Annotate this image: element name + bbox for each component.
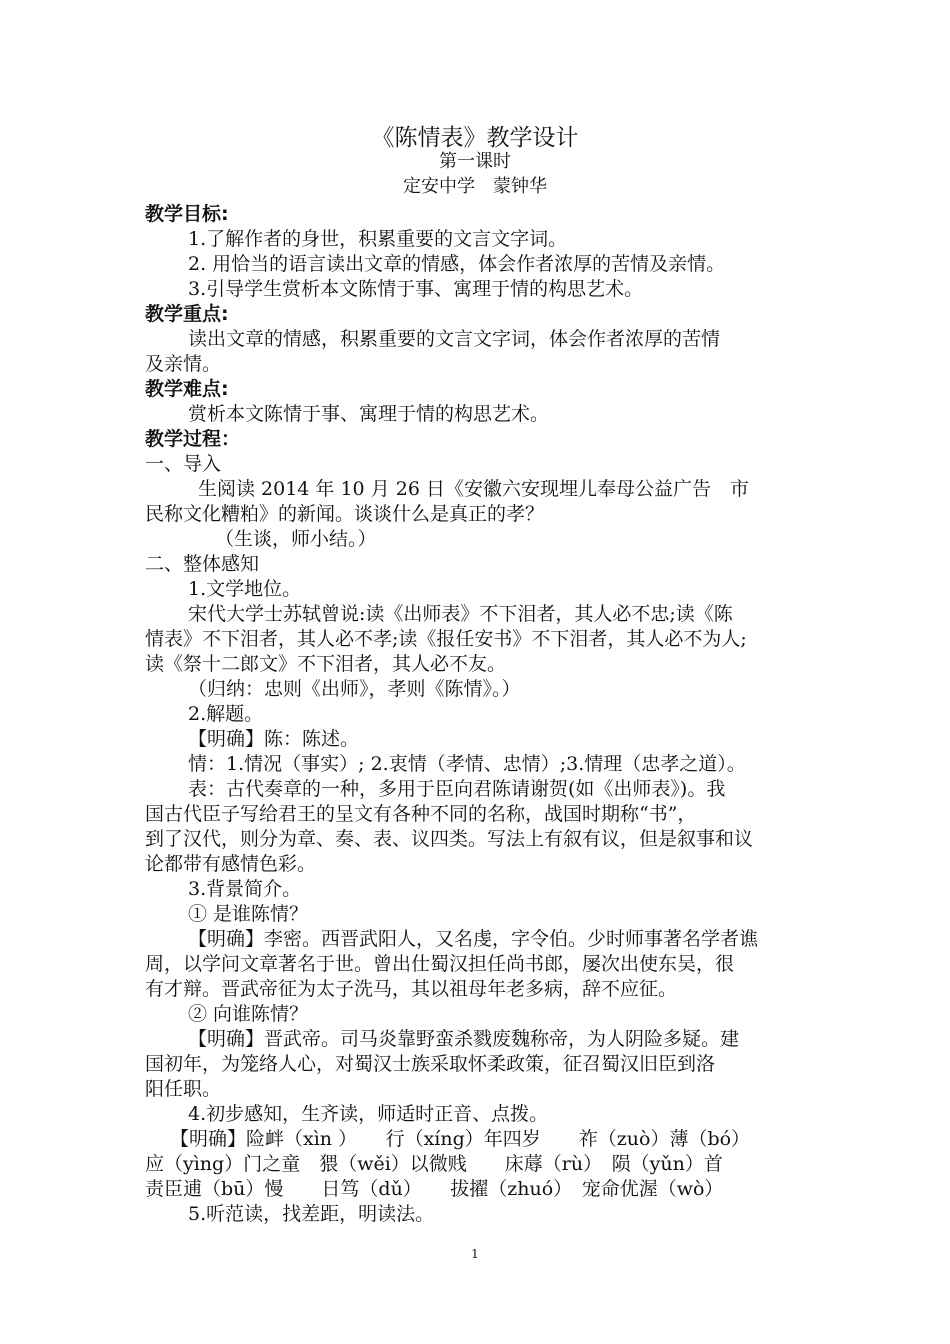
paragraph-line: （生谈，师小结。）: [215, 528, 377, 550]
paragraph-line: 3.引导学生赏析本文陈情于事、寓理于情的构思艺术。: [188, 278, 644, 300]
paragraph-line: 情：1.情况（事实）; 2.衷情（孝情、忠情）;3.情理（忠孝之道）。: [188, 753, 746, 775]
paragraph-line: 2.解题。: [188, 703, 264, 725]
paragraph-line: 论都带有感情色彩。: [145, 853, 317, 875]
paragraph-line: （归纳：忠则《出师》，孝则《陈情》。）: [188, 678, 521, 700]
paragraph-line: 读出文章的情感，积累重要的文言文字词，体会作者浓厚的苦情: [188, 328, 721, 350]
paragraph-line: 4.初步感知，生齐读，师适时正音、点拨。: [188, 1103, 549, 1125]
paragraph-line: 周，以学问文章著名于世。曾出仕蜀汉担任尚书郎，屡次出使东吴，很: [145, 953, 735, 975]
paragraph-line: 宋代大学士苏轼曾说:读《出师表》不下泪者，其人必不忠;读《陈: [188, 603, 733, 625]
document-title: 《陈情表》教学设计: [371, 125, 579, 151]
paragraph-line: 【明确】陈：陈述。: [188, 728, 360, 750]
section-heading: 教学过程：: [145, 428, 241, 450]
paragraph-line: 到了汉代，则分为章、奏、表、议四类。写法上有叙有议，但是叙事和议: [145, 828, 754, 850]
paragraph-line: 一、导入: [145, 453, 222, 475]
paragraph-line: 情表》不下泪者，其人必不孝;读《报任安书》不下泪者，其人必不为人;: [145, 628, 747, 650]
page-number: 1: [471, 1247, 479, 1261]
paragraph-line: 赏析本文陈情于事、寓理于情的构思艺术。: [188, 403, 550, 425]
paragraph-line: 民称文化糟粕》的新闻。谈谈什么是真正的孝？: [145, 503, 545, 525]
paragraph-line: 生阅读 2014 年 10 月 26 日《安徽六安现埋儿奉母公益广告 市: [198, 478, 749, 500]
paragraph-line: 5.听范读，找差距，明读法。: [188, 1203, 435, 1225]
paragraph-line: 二、整体感知: [145, 553, 260, 575]
paragraph-line: 1.文学地位。: [188, 578, 302, 600]
section-heading: 教学目标:: [145, 203, 229, 225]
section-heading: 教学难点:: [145, 378, 229, 400]
paragraph-line: 表：古代奏章的一种，多用于臣向君陈请谢贺(如《出师表》)。我: [188, 778, 726, 800]
paragraph-line: 【明确】李密。西晋武阳人，又名虔，字令伯。少时师事著名学者谯: [188, 928, 759, 950]
paragraph-line: 【明确】险衅（xìn ） 行（xíng）年四岁 祚（zuò）薄（bó）: [170, 1128, 751, 1150]
paragraph-line: 国初年，为笼络人心，对蜀汉士族采取怀柔政策，征召蜀汉旧臣到洛: [145, 1053, 716, 1075]
paragraph-line: 国古代臣子写给君王的呈文有各种不同的名称，战国时期称“书”，: [145, 803, 697, 825]
paragraph-line: 3.背景简介。: [188, 878, 302, 900]
paragraph-line: 读《祭十二郎文》不下泪者，其人必不友。: [145, 653, 507, 675]
paragraph-line: 【明确】晋武帝。司马炎靠野蛮杀戮废魏称帝，为人阴险多疑。建: [188, 1028, 740, 1050]
paragraph-line: 及亲情。: [145, 353, 222, 375]
paragraph-line: ① 是谁陈情？: [188, 903, 309, 925]
paragraph-line: 1.了解作者的身世，积累重要的文言文字词。: [188, 228, 568, 250]
paragraph-line: ② 向谁陈情？: [188, 1003, 309, 1025]
author-line: 定安中学 蒙钟华: [403, 176, 547, 197]
paragraph-line: 2. 用恰当的语言读出文章的情感，体会作者浓厚的苦情及亲情。: [188, 253, 726, 275]
paragraph-line: 应（yìng）门之童 猥（wěi）以微贱 床蓐（rù） 陨（yǔn）首: [145, 1153, 723, 1175]
paragraph-line: 有才辩。晋武帝征为太子洗马，其以祖母年老多病，辞不应征。: [145, 978, 678, 1000]
section-heading: 教学重点:: [145, 303, 229, 325]
paragraph-line: 阳任职。: [145, 1078, 222, 1100]
paragraph-line: 责臣逋（bū）慢 日笃（dǔ） 拔擢（zhuó） 宠命优渥（wò）: [145, 1178, 724, 1200]
lesson-subtitle: 第一课时: [439, 151, 511, 172]
